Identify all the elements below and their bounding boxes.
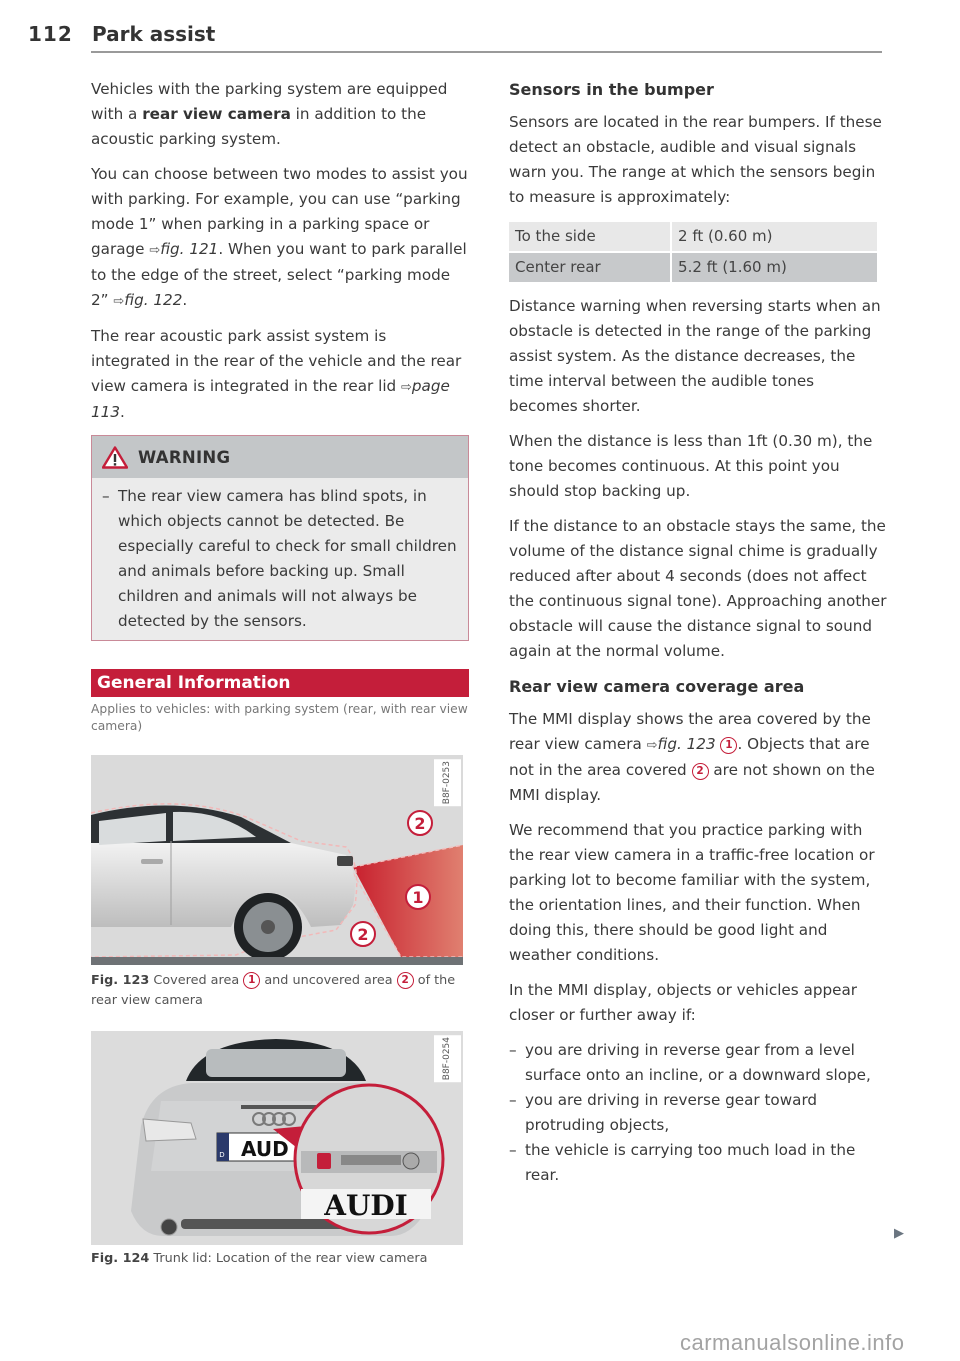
left-column bbox=[91, 77, 469, 1275]
table-row bbox=[509, 222, 877, 251]
arrow-right-icon: ⇨ bbox=[113, 294, 125, 309]
range-label: Center rear bbox=[509, 253, 670, 282]
warning-body bbox=[92, 478, 468, 640]
intro-paragraph-1: Vehicles with the parking system are equipped with a rear view camera in addition to the acoustic parking system. bbox=[91, 80, 448, 148]
page-113-link[interactable]: page 113 bbox=[91, 377, 450, 421]
warning-header bbox=[92, 436, 468, 478]
arrow-right-icon: ⇨ bbox=[401, 380, 412, 395]
figure-caption: Fig. 123 Covered area 1 and uncovered area 2 of the rear view camera bbox=[91, 965, 463, 1017]
intro-paragraph-2: You can choose between two modes to assist you with parking. For example, you can use “parking mode 1” when parking in a parking space or garage ⇨fig. 121. When you want to park parallel to the edge of the street, select “parking mode 2” ⇨fig. 122. bbox=[91, 165, 468, 309]
warning-triangle-icon bbox=[102, 446, 128, 469]
same-distance-paragraph: If the distance to an obstacle stays the same, the volume of the distance signal chime is gradually reduced after about 4 seconds (does not affect the continuous signal tone). Approaching another obstacle will cause the distance signal to sound again at the normal volume. bbox=[509, 517, 887, 660]
figure-code: B8F-0253 bbox=[434, 759, 461, 806]
applies-to-note: Applies to vehicles: with parking system (rear, with rear view camera) bbox=[91, 702, 468, 733]
coverage-paragraph-3: In the MMI display, objects or vehicles appear closer or further away if: bbox=[509, 981, 857, 1024]
warning-item: – The rear view camera has blind spots, in which objects cannot be detected. Be especially careful to check for small children and animals before backing up. Small children and animals will not always be detected by the sensors. bbox=[102, 487, 457, 630]
figure-124 bbox=[91, 1031, 463, 1275]
sensors-paragraph: Sensors are located in the rear bumpers. If these detect an obstacle, audible and visual signals warn you. The range at which the sensors begin to measure is approximately: bbox=[509, 113, 882, 206]
plate-text: AUD bbox=[241, 1137, 289, 1161]
trunk-lid-image bbox=[91, 1031, 463, 1245]
svg-text:D: D bbox=[219, 1151, 225, 1159]
fig-122-link[interactable]: fig. 122 bbox=[124, 291, 183, 309]
table-row bbox=[509, 253, 877, 282]
warning-title: WARNING bbox=[138, 447, 231, 467]
distance-paragraph: Distance warning when reversing starts when an obstacle is detected in the range of the parking assist system. As the distance decreases, the time interval between the audible tones becomes shorter. bbox=[509, 297, 881, 415]
coverage-diagram-image bbox=[91, 755, 463, 965]
coverage-paragraph-1: The MMI display shows the area covered by the rear view camera ⇨fig. 123 1 . Objects that are not in the area covered 2 are not shown on the MMI display. bbox=[509, 710, 875, 804]
coverage-paragraph-2: We recommend that you practice parking with the rear view camera in a traffic-free location or parking lot to become familiar with the system, the orientation lines, and their function. When doing this, there should be good light and weather conditions. bbox=[509, 821, 875, 964]
page-title: Park assist bbox=[92, 22, 216, 46]
car-side-illustration bbox=[91, 755, 463, 965]
circled-2-icon: 2 bbox=[692, 763, 709, 780]
coverage-heading: Rear view camera coverage area bbox=[509, 677, 805, 696]
warning-box bbox=[91, 435, 469, 641]
marker-1: 1 bbox=[412, 888, 424, 907]
circled-1-icon: 1 bbox=[243, 972, 260, 989]
sensor-range-table bbox=[507, 220, 879, 284]
continuous-tone-paragraph: When the distance is less than 1ft (0.30 m), the tone becomes continuous. At this point you should stop backing up. bbox=[509, 432, 873, 500]
distortion-list bbox=[509, 1038, 887, 1188]
figure-code: B8F-0254 bbox=[434, 1035, 461, 1082]
arrow-right-icon: ⇨ bbox=[646, 738, 658, 753]
right-column bbox=[509, 77, 887, 1188]
page-number: 112 bbox=[28, 22, 73, 46]
header-divider bbox=[91, 51, 882, 53]
intro-paragraph-3: The rear acoustic park assist system is integrated in the rear of the vehicle and the rear view camera is integrated in the rear lid ⇨page 113. bbox=[91, 327, 462, 421]
sensors-heading: Sensors in the bumper bbox=[509, 80, 714, 99]
circled-1-icon: 1 bbox=[720, 737, 737, 754]
range-value: 2 ft (0.60 m) bbox=[672, 222, 877, 251]
bold-term: rear view camera bbox=[142, 105, 291, 123]
marker-2-top: 2 bbox=[414, 814, 426, 833]
car-rear-illustration bbox=[91, 1031, 463, 1245]
figure-caption: Fig. 124 Trunk lid: Location of the rear view camera bbox=[91, 1245, 463, 1275]
svg-text:AUDI: AUDI bbox=[324, 1189, 408, 1222]
marker-2-bottom: 2 bbox=[357, 925, 369, 944]
fig-123-link[interactable]: fig. 123 bbox=[657, 735, 716, 753]
watermark: carmanualsonline.info bbox=[680, 1330, 905, 1355]
continue-arrow-icon[interactable]: ▶ bbox=[894, 1226, 904, 1241]
circled-2-icon: 2 bbox=[397, 972, 414, 989]
section-heading: General Information bbox=[91, 669, 469, 697]
list-item: – you are driving in reverse gear from a level surface onto an incline, or a downward slope, bbox=[509, 1041, 871, 1084]
range-label: To the side bbox=[509, 222, 670, 251]
arrow-right-icon: ⇨ bbox=[149, 243, 161, 258]
range-value: 5.2 ft (1.60 m) bbox=[672, 253, 877, 282]
list-item: – you are driving in reverse gear toward protruding objects, bbox=[509, 1091, 818, 1134]
list-item: – the vehicle is carrying too much load in the rear. bbox=[509, 1141, 856, 1184]
fig-121-link[interactable]: fig. 121 bbox=[160, 240, 219, 258]
figure-123 bbox=[91, 755, 463, 1017]
